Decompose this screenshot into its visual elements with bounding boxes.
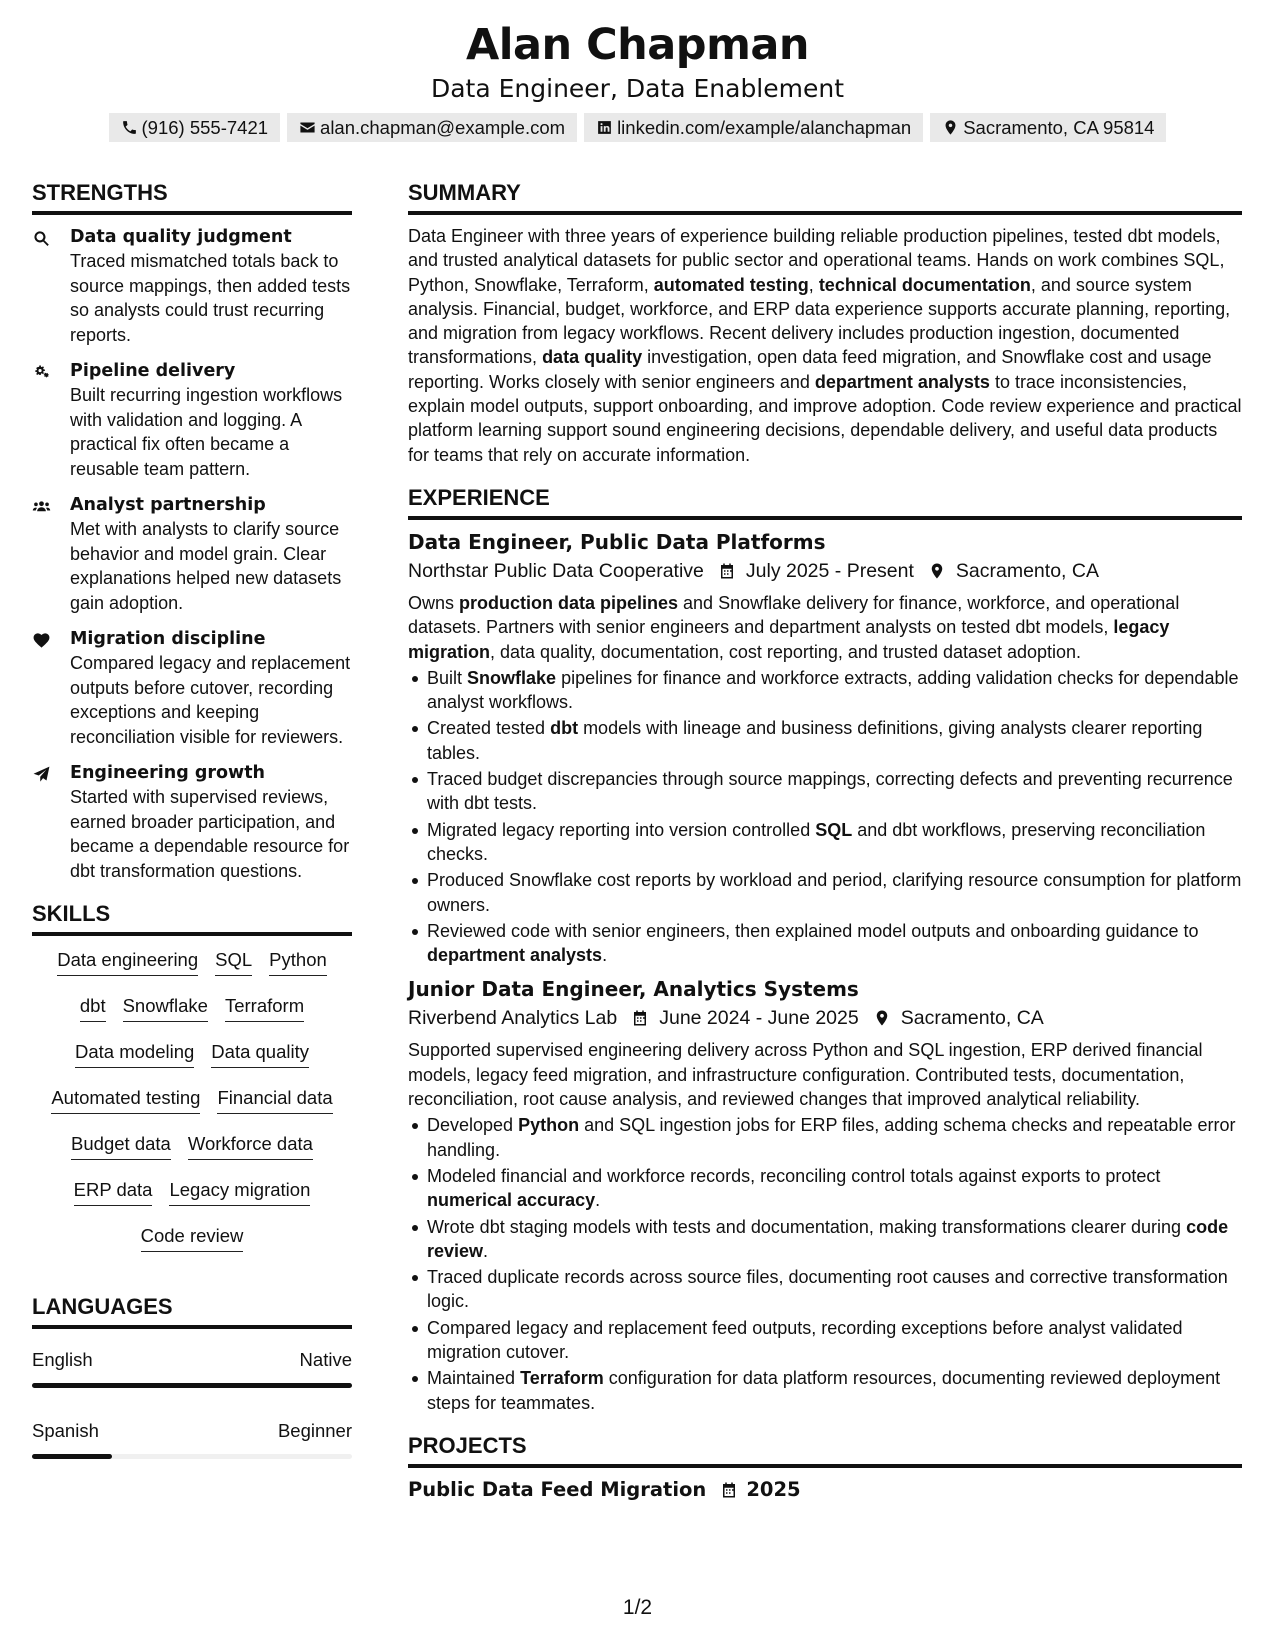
- text-run: pipelines for finance and workforce extracts, adding validation checks for dependable analyst workflows.: [427, 667, 1239, 713]
- text-run: and dbt workflows, preserving reconciliation checks.: [427, 819, 1206, 864]
- text-run: Created tested: [427, 718, 551, 739]
- section-divider: [32, 932, 352, 936]
- emphasis-text: department analysts: [814, 371, 990, 392]
- text-run: Migrated legacy reporting into version controlled: [427, 819, 816, 840]
- linkedin-icon: [596, 119, 613, 136]
- skills-list: [32, 946, 352, 1252]
- section-divider: [32, 211, 352, 215]
- text-run: and SQL ingestion jobs for ERP files, adding schema checks and repeatable error handling.: [427, 1115, 1236, 1160]
- contact-bar: [0, 113, 1275, 142]
- summary-heading: SUMMARY: [408, 180, 521, 205]
- bullet-item: [408, 767, 1242, 816]
- skill-tag: Terraform: [225, 992, 304, 1022]
- job-entry: [408, 528, 1242, 967]
- text-run: ,: [808, 274, 819, 295]
- strength-item: [32, 359, 352, 481]
- language-name: Spanish: [32, 1420, 99, 1441]
- contact-location: [930, 113, 1166, 142]
- skill-tag: Python: [269, 946, 327, 976]
- strength-desc: Started with supervised reviews, earned broader participation, and became a dependable resource for dbt transformation questions.: [70, 787, 350, 881]
- strength-title: Migration discipline: [70, 629, 266, 649]
- job-meta: [408, 1004, 1242, 1032]
- job-bullets: [408, 1113, 1242, 1415]
- location-pin-icon: [942, 119, 959, 136]
- text-run: and Snowflake delivery for finance, workforce, and operational datasets. Partners with senior engineers and department analysts on tested dbt models,: [408, 592, 1180, 638]
- skills-heading: SKILLS: [32, 901, 111, 926]
- emphasis-text: department analysts: [427, 945, 603, 966]
- contact-email-text: alan.chapman@example.com: [320, 116, 566, 138]
- text-run: Supported supervised engineering delivery across Python and SQL ingestion, ERP derived financial models, legacy feed migration, and infrastructure configuration. Contributed tests, documentation, reconciliation, root cause analysis, and reviewed changes that improved analytical reliability.: [408, 1040, 1203, 1110]
- skill-tag: Data quality: [211, 1038, 309, 1068]
- emphasis-text: dbt: [550, 718, 579, 739]
- bullet-item: [408, 666, 1242, 715]
- text-run: Traced budget discrepancies through source mappings, correcting defects and preventing recurrence with dbt tests.: [427, 769, 1233, 814]
- skill-tag: Workforce data: [188, 1130, 313, 1160]
- calendar-icon: [631, 1009, 649, 1027]
- gears-icon: [32, 363, 51, 382]
- emphasis-text: code review: [427, 1216, 1229, 1261]
- job-location: Sacramento, CA: [900, 1007, 1044, 1030]
- language-proficiency-bar: [32, 1383, 352, 1388]
- bullet-item: [408, 1113, 1242, 1162]
- strength-item: [32, 493, 352, 615]
- job-intro: [408, 1038, 1242, 1111]
- project-entry: [408, 1476, 1242, 1504]
- emphasis-text: data quality: [542, 347, 643, 368]
- language-proficiency-bar: [32, 1454, 352, 1459]
- skill-tag: Snowflake: [123, 992, 208, 1022]
- language-proficiency-fill: [32, 1454, 112, 1459]
- job-title: Junior Data Engineer, Analytics Systems: [408, 977, 859, 1002]
- job-title: Data Engineer, Public Data Platforms: [408, 529, 826, 554]
- contact-email[interactable]: [287, 113, 577, 142]
- language-row: [32, 1418, 352, 1444]
- location-pin-icon: [873, 1009, 891, 1027]
- emphasis-text: SQL: [815, 819, 853, 840]
- skill-tag: Financial data: [217, 1084, 332, 1114]
- page-number: 1/2: [622, 1596, 653, 1619]
- emphasis-text: production data pipelines: [459, 592, 679, 613]
- skill-tag: dbt: [80, 992, 106, 1022]
- skill-tag: Code review: [141, 1222, 244, 1252]
- bullet-item: [408, 1316, 1242, 1365]
- job-company: Northstar Public Data Cooperative: [408, 559, 704, 582]
- strengths-heading: STRENGTHS: [32, 180, 168, 205]
- job-location: Sacramento, CA: [955, 559, 1099, 582]
- text-run: Reviewed code with senior engineers, then explained model outputs and onboarding guidance to: [427, 920, 1199, 941]
- strength-title: Data quality judgment: [70, 227, 292, 247]
- skill-tag: SQL: [215, 946, 252, 976]
- language-level: Native: [299, 1349, 352, 1370]
- skills-section: [32, 899, 352, 1252]
- language-row: [32, 1347, 352, 1373]
- right-column: [408, 178, 1242, 1504]
- heart-icon: [32, 631, 51, 650]
- language-level: Beginner: [277, 1420, 352, 1441]
- calendar-icon: [720, 1481, 738, 1499]
- phone-icon: [121, 119, 138, 136]
- job-intro: [408, 591, 1242, 664]
- section-divider: [408, 1464, 1242, 1468]
- project-year: 2025: [746, 1477, 801, 1501]
- text-run: to trace inconsistencies, explain model outputs, support onboarding, and improve adoption. Code review experience and practical platform learning support sound engineering decisions, dependable delivery, and useful data products for teams that rely on accurate information.: [408, 371, 1242, 465]
- skill-tag: Data engineering: [57, 946, 198, 976]
- job-company: Riverbend Analytics Lab: [408, 1007, 618, 1030]
- job-entry: [408, 975, 1242, 1414]
- emphasis-text: Terraform: [520, 1368, 604, 1389]
- left-column: [32, 178, 352, 1489]
- bullet-item: [408, 1265, 1242, 1314]
- languages-section: [32, 1292, 352, 1459]
- text-run: configuration for data platform resources, documenting reviewed deployment steps for teammates.: [427, 1368, 1221, 1413]
- text-run: models with lineage and business definitions, giving analysts clearer reporting tables.: [427, 718, 1203, 763]
- skill-tag: Budget data: [71, 1130, 171, 1160]
- contact-phone-text: (916) 555-7421: [141, 116, 269, 138]
- bullet-item: [408, 868, 1242, 917]
- bullet-item: [408, 1366, 1242, 1415]
- project-name: Public Data Feed Migration: [408, 1477, 707, 1501]
- emphasis-text: legacy migration: [408, 617, 1170, 662]
- languages-heading: LANGUAGES: [32, 1294, 173, 1319]
- contact-phone[interactable]: [109, 113, 281, 142]
- paper-plane-icon: [32, 765, 51, 784]
- strength-desc: Built recurring ingestion workflows with validation and logging. A practical fix often became a reusable team pattern.: [70, 385, 343, 479]
- bullet-item: [408, 1215, 1242, 1264]
- job-meta: [408, 557, 1242, 585]
- job-dates: July 2025 - Present: [745, 559, 914, 582]
- contact-linkedin[interactable]: [584, 113, 923, 142]
- section-divider: [32, 1325, 352, 1329]
- skill-tag: Data modeling: [75, 1038, 194, 1068]
- strength-title: Analyst partnership: [70, 495, 266, 515]
- text-run: .: [483, 1240, 489, 1261]
- bullet-item: [408, 1164, 1242, 1213]
- skill-tag: Legacy migration: [169, 1176, 310, 1206]
- emphasis-text: numerical accuracy: [427, 1190, 596, 1211]
- experience-section: [408, 483, 1242, 1415]
- experience-heading: EXPERIENCE: [408, 484, 550, 510]
- text-run: , and source system analysis. Financial, budget, workforce, and ERP data experience supports accurate planning, reporting, and migration from legacy workflows. Recent delivery includes production ingestion, documented transformations,: [408, 274, 1231, 368]
- contact-location-text: Sacramento, CA 95814: [963, 116, 1155, 138]
- strengths-section: [32, 178, 352, 883]
- emphasis-text: Snowflake: [467, 667, 557, 688]
- strength-title: Engineering growth: [70, 763, 266, 783]
- projects-heading: PROJECTS: [408, 1432, 527, 1458]
- magnifier-icon: [32, 229, 51, 248]
- text-run: , data quality, documentation, cost reporting, and trusted dataset adoption.: [490, 641, 1082, 662]
- candidate-role: Data Engineer, Data Enablement: [430, 74, 845, 103]
- strength-title: Pipeline delivery: [70, 361, 236, 381]
- users-icon: [32, 497, 51, 516]
- bullet-item: [408, 919, 1242, 968]
- envelope-icon: [299, 119, 316, 136]
- text-run: Traced duplicate records across source files, documenting root causes and corrective transformation logic.: [427, 1267, 1228, 1312]
- emphasis-text: technical documentation: [818, 274, 1031, 295]
- text-run: .: [595, 1190, 601, 1211]
- strength-desc: Met with analysts to clarify source behavior and model grain. Clear explanations helped new datasets gain adoption.: [70, 519, 342, 613]
- skill-tag: Automated testing: [51, 1084, 200, 1114]
- summary-section: [408, 178, 1242, 467]
- language-proficiency-fill: [32, 1383, 352, 1388]
- job-bullets: [408, 666, 1242, 968]
- location-pin-icon: [928, 562, 946, 580]
- text-run: Owns: [408, 592, 460, 613]
- emphasis-text: automated testing: [653, 274, 809, 295]
- candidate-name: Alan Chapman: [465, 20, 810, 70]
- emphasis-text: Python: [518, 1115, 580, 1136]
- text-run: Modeled financial and workforce records, reconciling control totals against exports to protect: [427, 1165, 1161, 1186]
- section-divider: [408, 516, 1242, 520]
- strength-item: [32, 627, 352, 749]
- strength-desc: Traced mismatched totals back to source mappings, then added tests so analysts could trust recurring reports.: [70, 251, 351, 345]
- skill-tag: ERP data: [74, 1176, 153, 1206]
- text-run: investigation, open data feed migration, and Snowflake cost and usage reporting. Works closely with senior engineers and: [408, 347, 1212, 392]
- bullet-item: [408, 818, 1242, 867]
- text-run: Wrote dbt staging models with tests and documentation, making transformations clearer during: [427, 1216, 1187, 1237]
- text-run: .: [602, 945, 608, 966]
- summary-text: [408, 224, 1242, 467]
- calendar-icon: [718, 562, 736, 580]
- job-dates: June 2024 - June 2025: [659, 1007, 859, 1030]
- bullet-item: [408, 716, 1242, 765]
- text-run: Built: [427, 667, 468, 688]
- projects-section: [408, 1431, 1242, 1504]
- text-run: Compared legacy and replacement feed outputs, recording exceptions before analyst validated migration cutover.: [427, 1317, 1183, 1362]
- contact-linkedin-text: linkedin.com/example/alanchapman: [617, 116, 912, 138]
- text-run: Developed: [427, 1115, 519, 1136]
- strength-desc: Compared legacy and replacement outputs before cutover, recording exceptions and keeping reconciliation visible for reviewers.: [70, 653, 351, 747]
- strength-item: [32, 761, 352, 883]
- section-divider: [408, 211, 1242, 215]
- text-run: Produced Snowflake cost reports by workload and period, clarifying resource consumption for platform owners.: [427, 870, 1242, 915]
- language-name: English: [32, 1349, 93, 1370]
- text-run: Data Engineer with three years of experience building reliable production pipelines, tested dbt models, and trusted analytical datasets for public sector and operational teams. Hands on work combines SQL, Python, Snowflake, Terraform,: [408, 226, 1225, 295]
- strength-item: [32, 225, 352, 347]
- text-run: Maintained: [427, 1368, 521, 1389]
